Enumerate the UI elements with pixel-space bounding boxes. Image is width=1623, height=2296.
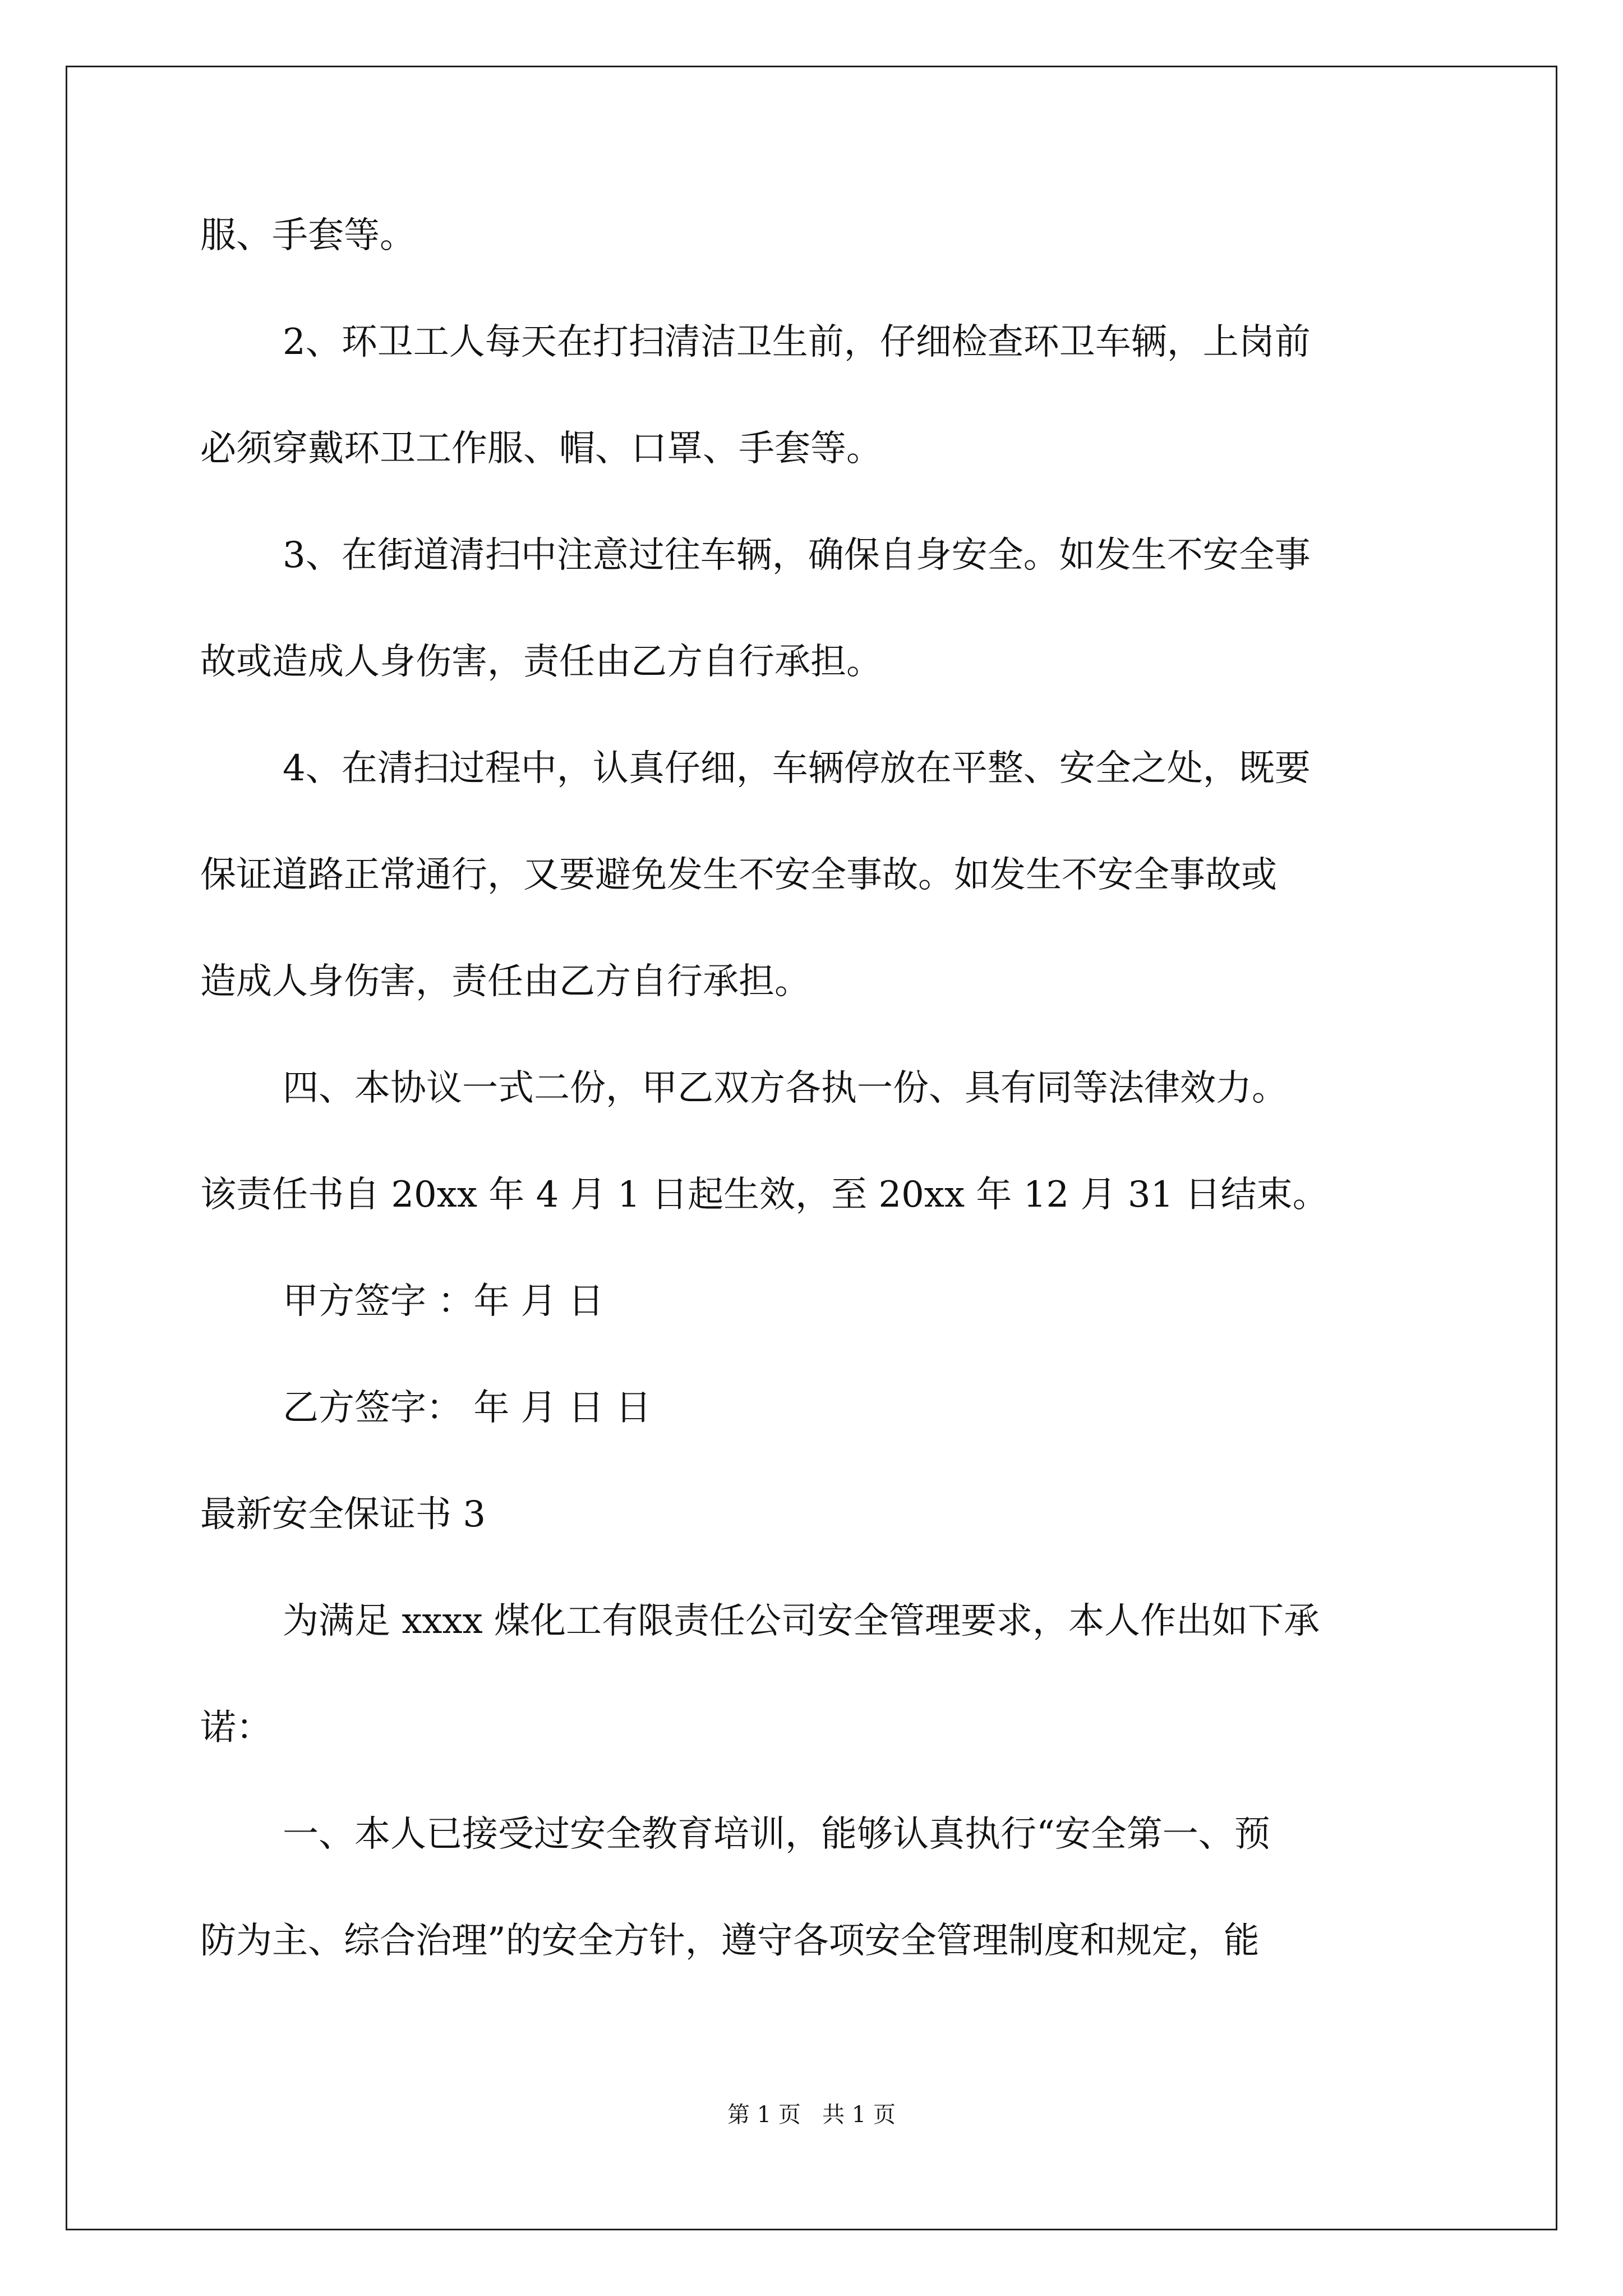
section-heading: 最新安全保证书 3 [200, 1494, 486, 1535]
text-line: 为满足 xxxx 煤化工有限责任公司安全管理要求，本人作出如下承 [283, 1600, 1320, 1642]
text-line: 4、在清扫过程中，认真仔细，车辆停放在平整、安全之处，既要 [283, 748, 1311, 789]
text-line: 3、在街道清扫中注意过往车辆，确保自身安全。如发生不安全事 [283, 535, 1311, 576]
text-line: 服、手套等。 [200, 215, 416, 256]
text-line: 2、环卫工人每天在打扫清洁卫生前，仔细检查环卫车辆，上岗前 [283, 321, 1311, 363]
text-line: 该责任书自 20xx 年 4 月 1 日起生效，至 20xx 年 12 月 31 日结束。 [200, 1174, 1329, 1216]
text-line: 必须穿戴环卫工作服、帽、口罩、手套等。 [200, 428, 882, 470]
signature-line-party-a: 甲方签字 ：年 月 日 [283, 1281, 605, 1322]
text-line: 诺： [200, 1707, 272, 1749]
text-line: 一、本人已接受过安全教育培训，能够认真执行“安全第一、预 [283, 1814, 1270, 1855]
page-footer: 第 1 页 共 1 页 [727, 2102, 896, 2128]
text-line: 故或造成人身伤害，责任由乙方自行承担。 [200, 641, 882, 683]
text-line: 造成人身伤害，责任由乙方自行承担。 [200, 961, 810, 1002]
text-line: 保证道路正常通行，又要避免发生不安全事故。如发生不安全事故或 [200, 854, 1277, 896]
page-border [66, 66, 1557, 2230]
signature-line-party-b: 乙方签字： 年 月 日 日 [283, 1387, 652, 1429]
text-line: 防为主、综合治理”的安全方针，遵守各项安全管理制度和规定，能 [200, 1920, 1260, 1962]
text-line: 四、本协议一式二份，甲乙双方各执一份、具有同等法律效力。 [283, 1068, 1288, 1109]
